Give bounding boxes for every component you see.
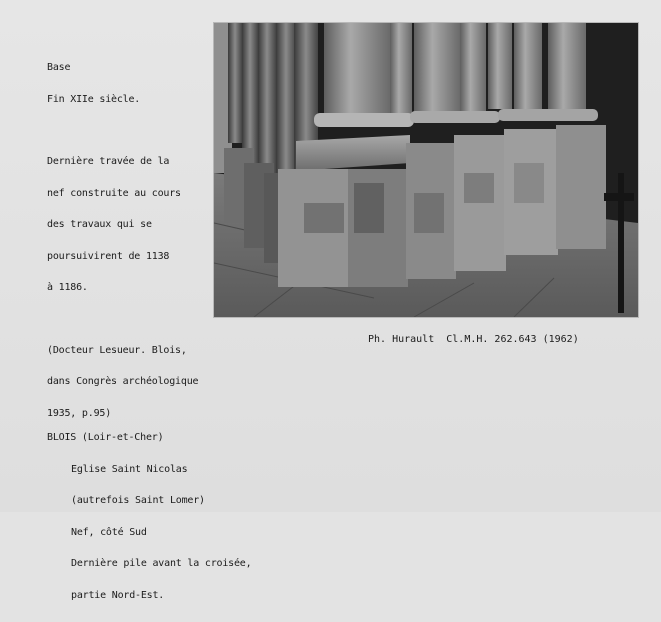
location-former-name: (autrefois Saint Lomer) xyxy=(71,495,205,506)
description-spacer xyxy=(47,126,198,136)
stone-pillar-bases-icon xyxy=(214,23,638,317)
location-part: Nef, côté Sud xyxy=(71,526,147,538)
description-block xyxy=(47,42,198,440)
description-line: Fin XIIe siècle. xyxy=(47,93,141,105)
reference-line: (Docteur Lesueur. Blois, xyxy=(47,344,187,356)
description-line: nef construite au cours xyxy=(47,187,181,199)
location-block xyxy=(47,412,251,622)
reference-line: 1935, p.95) xyxy=(47,407,112,419)
description-line: Base xyxy=(47,62,71,73)
description-line: des travaux qui se xyxy=(47,219,152,230)
photograph xyxy=(213,22,639,318)
photo-credit: Ph. Hurault Cl.M.H. 262.643 (1962) xyxy=(368,334,579,345)
description-line: poursuivirent de 1138 xyxy=(47,250,170,262)
reference-line: dans Congrès archéologique xyxy=(47,376,199,387)
description-line: à 1186. xyxy=(47,282,88,293)
description-line: Dernière travée de la xyxy=(47,156,170,167)
location-detail: partie Nord-Est. xyxy=(71,589,165,601)
description-spacer xyxy=(47,315,198,325)
location-church: Eglise Saint Nicolas xyxy=(71,463,188,475)
location-detail: Dernière pile avant la croisée, xyxy=(71,558,252,569)
location-city: BLOIS (Loir-et-Cher) xyxy=(47,432,164,443)
